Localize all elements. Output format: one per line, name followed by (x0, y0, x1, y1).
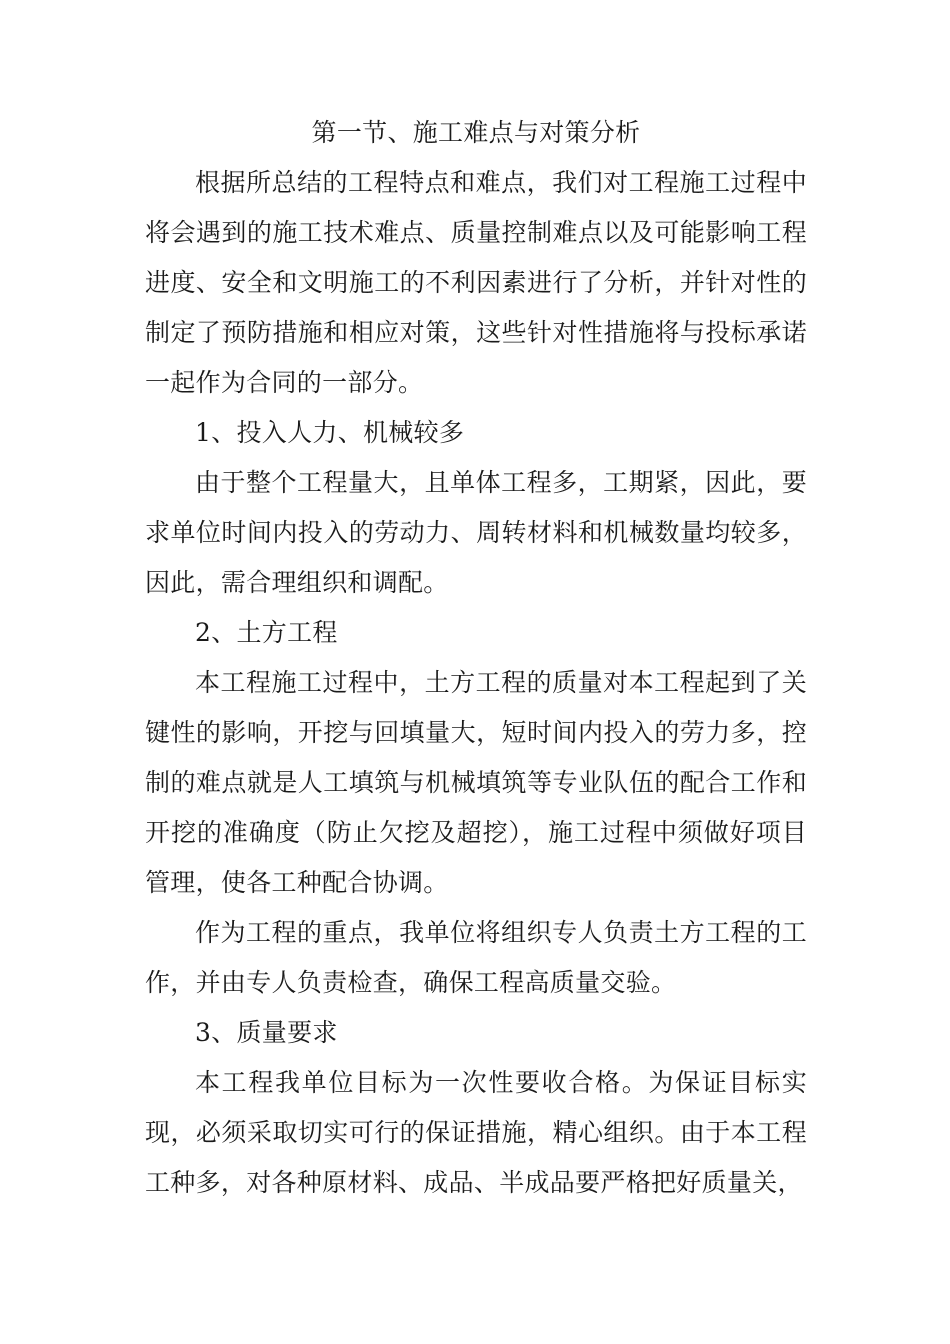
earthwork-paragraph: 本工程施工过程中，土方工程的质量对本工程起到了关键性的影响，开挖与回填量大，短时间内投入的劳力多，控制的难点就是人工填筑与机械填筑等专业队伍的配合工作和开挖的准确度（防止欠挖及超挖），施工过程中须做好项目管理，使各工种配合协调。 (145, 668, 807, 897)
heading-1-manpower: 1、投入人力、机械较多 (195, 418, 465, 447)
heading-3-quality: 3、质量要求 (195, 1018, 338, 1047)
document-body (145, 108, 807, 1208)
section-title: 第一节、施工难点与对策分析 (311, 118, 641, 147)
heading-2-earthwork: 2、土方工程 (195, 618, 338, 647)
earthwork-focus-paragraph: 作为工程的重点，我单位将组织专人负责土方工程的工作，并由专人负责检查，确保工程高质量交验。 (145, 918, 807, 997)
quality-paragraph: 本工程我单位目标为一次性要收合格。为保证目标实现，必须采取切实可行的保证措施，精心组织。由于本工程工种多，对各种原材料、成品、半成品要严格把好质量关， (145, 1068, 807, 1197)
intro-paragraph: 根据所总结的工程特点和难点，我们对工程施工过程中将会遇到的施工技术难点、质量控制难点以及可能影响工程进度、安全和文明施工的不利因素进行了分析，并针对性的制定了预防措施和相应对策，这些针对性措施将与投标承诺一起作为合同的一部分。 (145, 168, 807, 397)
manpower-paragraph: 由于整个工程量大，且单体工程多，工期紧，因此，要求单位时间内投入的劳动力、周转材料和机械数量均较多，因此，需合理组织和调配。 (145, 468, 807, 597)
